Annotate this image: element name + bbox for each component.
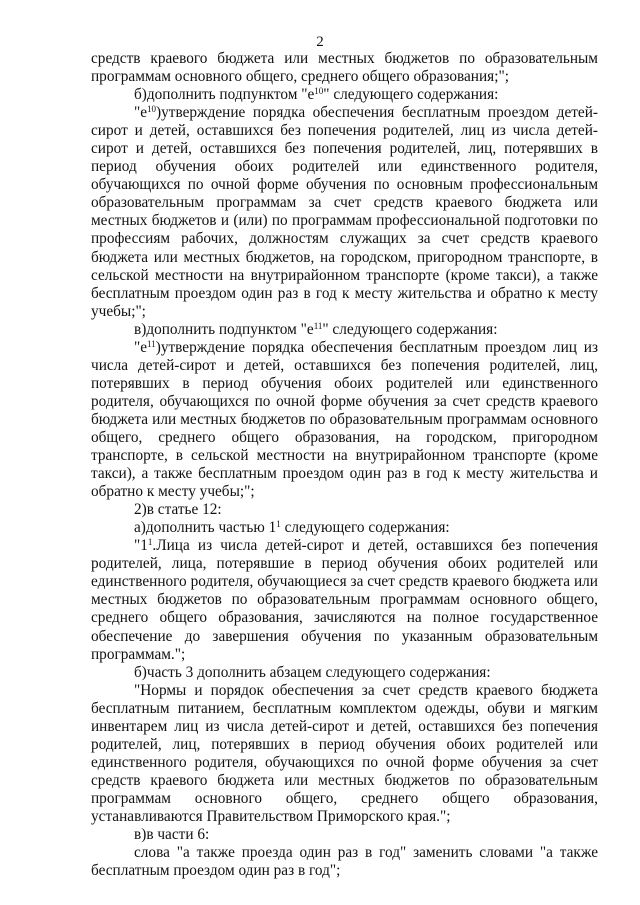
page-number: 2 (316, 34, 324, 50)
paragraph-12: слова "а также проезда один раз в год" заменить словами "а также бесплатным проездом один раз в год"; (91, 844, 598, 880)
superscript: 10 (314, 86, 324, 97)
superscript: 11 (313, 320, 323, 331)
paragraph-3: "$е^{10})утверждение$ порядка обеспечения бесплатным проездом детей-сирот и детей, оставшихся без попечения родителей, лиц из числа детей-сирот и детей, оставшихся без попечения родителей, лиц, потерявших в период обучения обоих родителей или единственного родителя, обучающихся по очной форме обучения по основным профессиональным образовательным программам за счет средств краевого бюджета или местных бюджетов и (или) по программам профессиональной подготовки по профессиям рабочих, должностям служащих за счет средств краевого бюджета или местных бюджетов, на городском, пригородном транспорте, в сельской местности на внутрирайонном транспорте (кроме такси), а также бесплатным проездом один раз в год к месту жительства и обратно к месту учебы;"; (91, 104, 598, 320)
superscript: 10 (147, 104, 157, 115)
paragraph-11: в)в части 6: (134, 826, 210, 844)
paragraph-10: "Нормы и порядок обеспечения за счет средств краевого бюджета бесплатным питанием, бесплатным комплектом одежды, обуви и мягким инвентарем лиц из числа детей-сирот и детей, оставшихся без попечения родителей, лиц, потерявших в период обучения обоих родителей или единственного родителя, обучающихся по очной форме обучения за счет средств краевого бюджета или местных бюджетов по образовательным программам основного общего, среднего общего образования, устанавливаются Правительством Приморского края."; (91, 681, 598, 825)
paragraph-6: 2)в статье 12: (134, 501, 222, 519)
document-body (91, 50, 598, 880)
paragraph-2: б)дополнить подпунктом "$е^{10}$" следующего содержания: (134, 86, 499, 104)
superscript: 1 (147, 537, 153, 548)
paragraph-4: в)дополнить подпунктом "$е^{11}$" следующего содержания: (134, 320, 498, 338)
superscript: 1 (276, 519, 281, 530)
paragraph-8: "$1^1.Лица$ из числа детей-сирот и детей, оставшихся без попечения родителей, лица, потерявшие в период обучения обоих родителей или единственного родителя, обучающиеся за счет средств краевого бюджета или местных бюджетов по образовательным программам основного общего, среднего общего образования, зачисляются на полное государственное обеспечение до завершения обучения по указанным образовательным программам."; (91, 537, 598, 663)
paragraph-1: средств краевого бюджета или местных бюджетов по образовательным программам основного общего, среднего общего образования;"; (91, 50, 598, 86)
paragraph-9: б)часть 3 дополнить абзацем следующего содержания: (134, 663, 491, 681)
paragraph-5: "$е^{11})утверждение$ порядка обеспечения бесплатным проездом лиц из числа детей-сирот и детей, оставшихся без попечения родителей, лиц, потерявших в период обучения обоих родителей или единственного родителя, обучающихся по очной форме обучения за счет средств краевого бюджета или местных бюджетов по образовательным программам основного общего, среднего общего образования, на городском, пригородном транспорте, в сельской местности на внутрирайонном транспорте (кроме такси), а также бесплатным проездом один раз в год к месту жительства и обратно к месту учебы;"; (91, 338, 598, 501)
superscript: 11 (147, 338, 156, 349)
paragraph-7: а)дополнить частью $1^1$ следующего содержания: (134, 519, 450, 537)
